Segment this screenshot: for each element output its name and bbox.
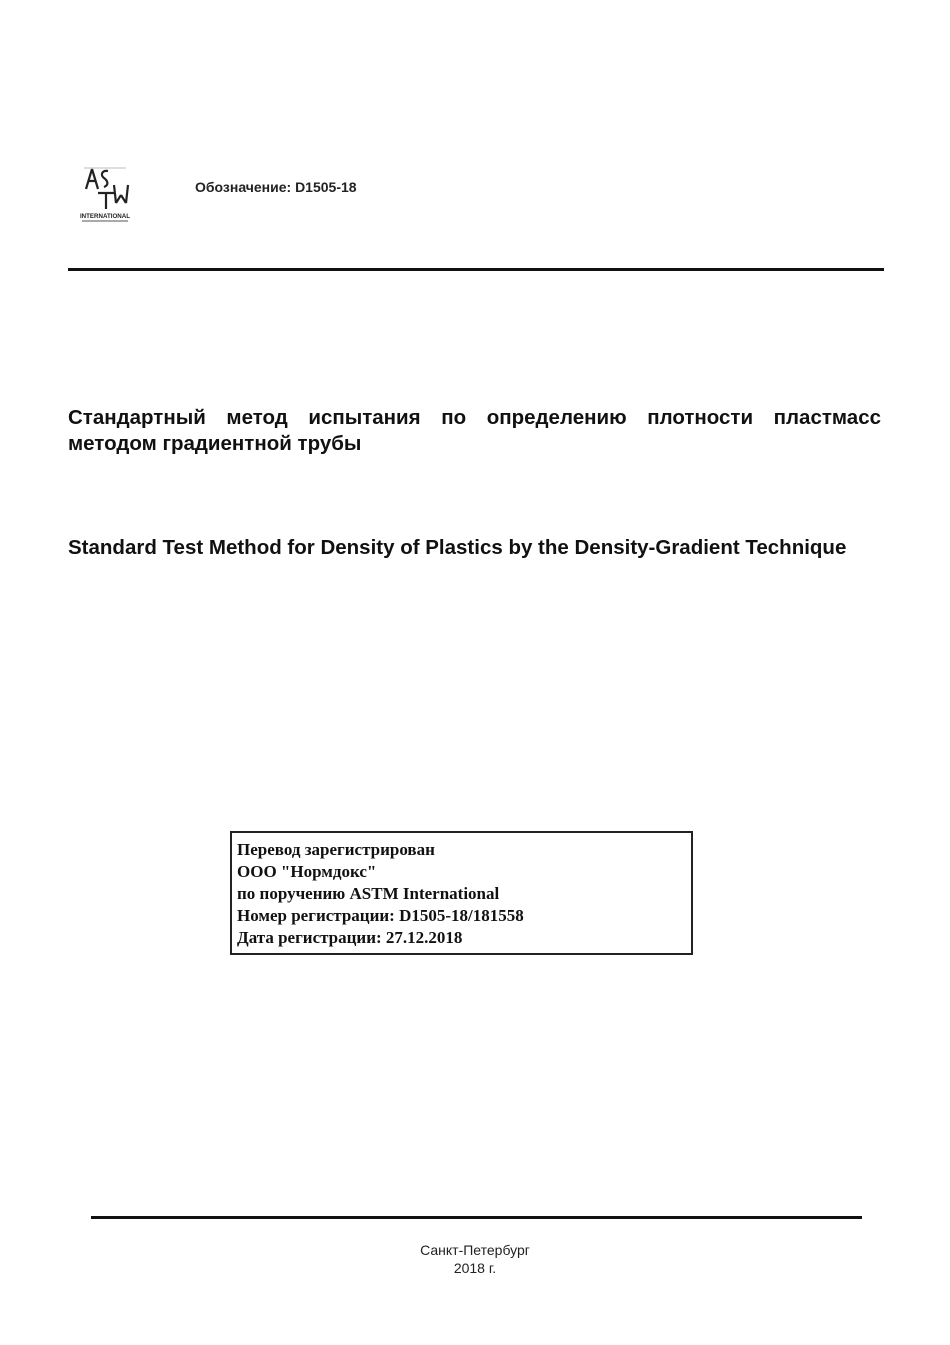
designation: Обозначение: D1505-18 [195, 179, 357, 195]
registration-box [230, 831, 693, 955]
title-russian: Стандартный метод испытания по определению плотности пластмасс методом градиентной трубы [68, 406, 881, 455]
registration-line: Перевод зарегистрирован [237, 840, 435, 859]
registration-line: ООО "Нормдокс" [237, 862, 377, 881]
bottom-divider [91, 1216, 862, 1219]
footer-city: Санкт-Петербург [420, 1242, 530, 1258]
registration-number: Номер регистрации: D1505-18/181558 [237, 906, 524, 925]
astm-logo [78, 165, 132, 223]
logo-lettering: INTERNATIONAL [79, 213, 131, 220]
footer-year: 2018 г. [453, 1260, 497, 1276]
top-divider [68, 268, 884, 271]
registration-line: по поручению ASTM International [237, 884, 500, 903]
title-english: Standard Test Method for Density of Plastics by the Density-Gradient Technique [68, 536, 847, 559]
registration-date: Дата регистрации: 27.12.2018 [237, 928, 463, 947]
